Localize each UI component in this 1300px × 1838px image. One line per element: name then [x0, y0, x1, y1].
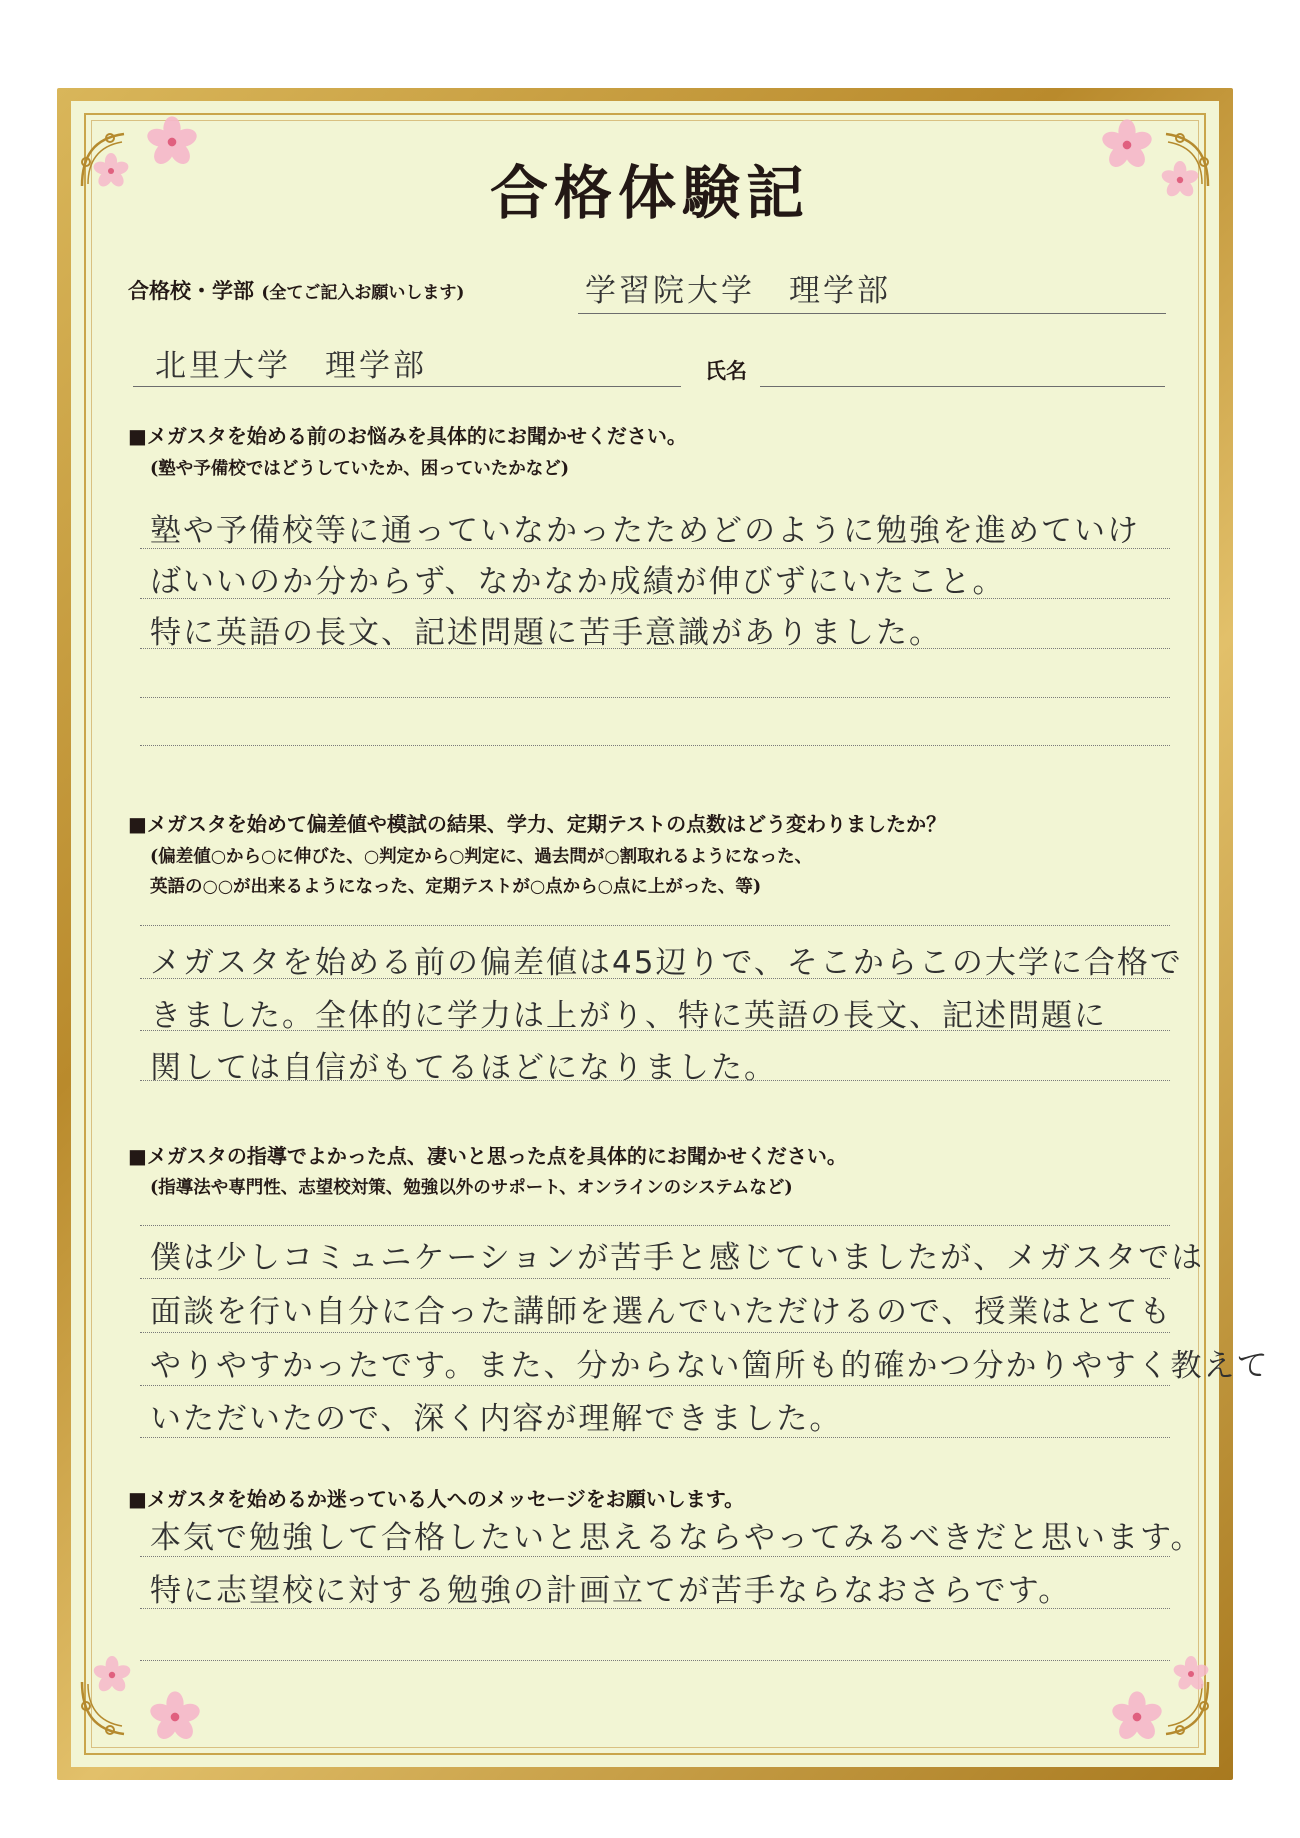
school-label	[128, 275, 464, 305]
answer-line-rule	[140, 978, 1170, 979]
answer-line-rule	[140, 1030, 1170, 1031]
answer-3-line-2[interactable]: 面談を行い自分に合った講師を選んでいただけるので、授業はとても	[150, 1294, 1173, 1330]
cherry-blossom-icon	[1172, 1655, 1210, 1693]
answer-line-rule	[140, 745, 1170, 746]
question-2-hint-1: (偏差値○から○に伸びた、○判定から○判定に、過去問が○割取れるようになった、	[150, 847, 813, 867]
answer-2-line-3[interactable]: 関しては自信がもてるほどになりました。	[150, 1050, 777, 1086]
answer-line-rule	[140, 697, 1170, 698]
school-label-note: (全てご記入お願いします)	[261, 283, 465, 303]
answer-line-rule	[140, 1225, 1170, 1226]
answer-line-rule	[140, 1608, 1170, 1609]
answer-1-line-2[interactable]: ばいいのか分からず、なかなか成績が伸びずにいたこと。	[150, 564, 1006, 600]
answer-line-rule	[140, 1556, 1170, 1557]
answer-1-line-3[interactable]: 特に英語の長文、記述問題に苦手意識がありました。	[150, 615, 942, 651]
answer-4-line-1[interactable]: 本気で勉強して合格したいと思えるならやってみるべきだと思います。	[150, 1520, 1204, 1556]
answer-2-line-2[interactable]: きました。全体的に学力は上がり、特に英語の長文、記述問題に	[150, 998, 1107, 1034]
answer-line-rule	[140, 648, 1170, 649]
cherry-blossom-icon	[148, 1690, 202, 1744]
answer-1-line-1[interactable]: 塾や予備校等に通っていなかったためどのように勉強を進めていけ	[150, 513, 1140, 549]
answer-line-rule	[140, 598, 1170, 599]
answer-line-rule	[140, 1332, 1170, 1333]
answer-4-line-2[interactable]: 特に志望校に対する勉強の計画立てが苦手ならなおさらです。	[150, 1573, 1072, 1609]
question-1: ■メガスタを始める前のお悩みを具体的にお聞かせください。	[128, 424, 687, 448]
question-4: ■メガスタを始めるか迷っている人へのメッセージをお願いします。	[128, 1487, 745, 1511]
question-2-hint-2: 英語の○○が出来るようになった、定期テストが○点から○点に上がった、等)	[150, 877, 762, 897]
answer-3-line-4[interactable]: いただいたので、深く内容が理解できました。	[150, 1401, 843, 1437]
school-label-text: 合格校・学部	[128, 278, 254, 303]
answer-line-rule	[140, 925, 1170, 926]
cherry-blossom-icon	[1110, 1690, 1164, 1744]
school-field-1[interactable]: 学習院大学 理学部	[585, 273, 891, 309]
question-1-hint: (塾や予備校ではどうしていたか、困っていたかなど)	[150, 459, 570, 479]
question-3-hint: (指導法や専門性、志望校対策、勉強以外のサポート、オンラインのシステムなど)	[150, 1178, 793, 1198]
school-field-1-underline	[578, 313, 1166, 314]
answer-line-rule	[140, 1278, 1170, 1279]
answer-2-line-1[interactable]: メガスタを始める前の偏差値は45辺りで、そこからこの大学に合格で	[150, 945, 1183, 981]
question-3: ■メガスタの指導でよかった点、凄いと思った点を具体的にお聞かせください。	[128, 1144, 847, 1168]
school-field-2-underline	[133, 386, 681, 387]
answer-line-rule	[140, 1080, 1170, 1081]
answer-line-rule	[140, 1437, 1170, 1438]
answer-line-rule	[140, 1385, 1170, 1386]
name-field-underline	[760, 386, 1165, 387]
name-label: 氏名	[705, 358, 747, 383]
answer-line-rule	[140, 1660, 1170, 1661]
question-2: ■メガスタを始めて偏差値や模試の結果、学力、定期テストの点数はどう変わりましたか？	[128, 812, 947, 836]
page-title: 合格体験記	[489, 159, 810, 227]
answer-line-rule	[140, 548, 1170, 549]
school-field-2[interactable]: 北里大学 理学部	[155, 348, 427, 384]
answer-3-line-1[interactable]: 僕は少しコミュニケーションが苦手と感じていましたが、メガスタでは	[150, 1240, 1205, 1276]
cherry-blossom-icon	[92, 1655, 132, 1695]
answer-3-line-3[interactable]: やりやすかったです。また、分からない箇所も的確かつ分かりやすく教えて	[150, 1348, 1270, 1384]
